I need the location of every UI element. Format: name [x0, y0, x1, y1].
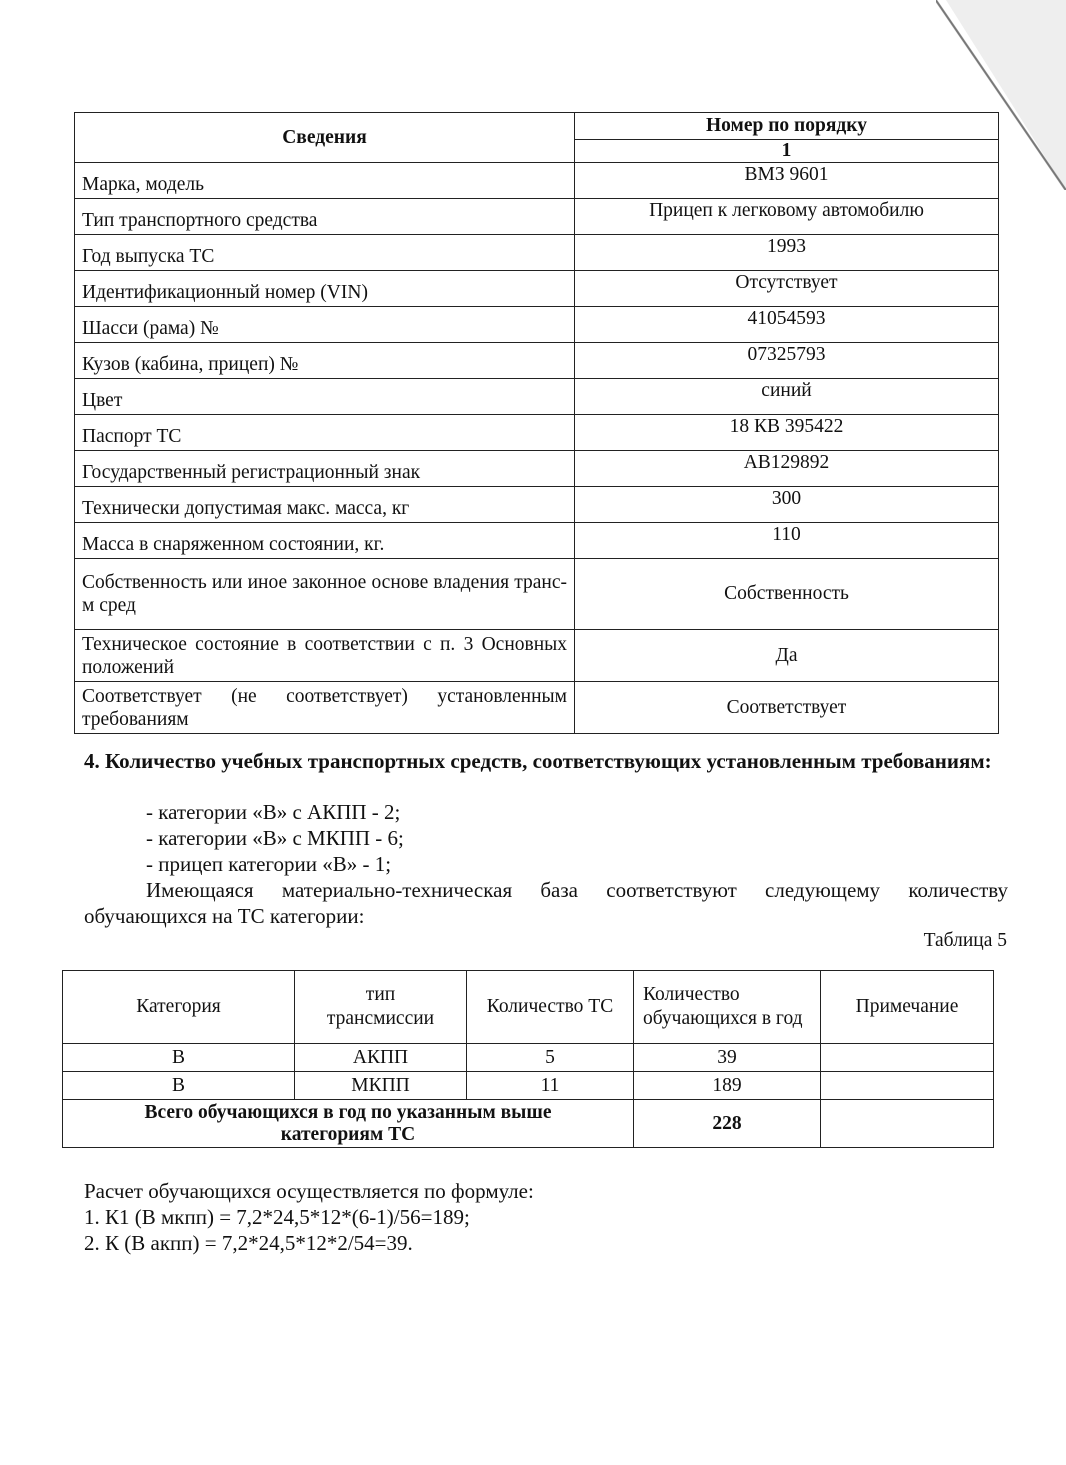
- table-row: [75, 379, 999, 415]
- cell-vehicle-count: 5: [467, 1044, 634, 1072]
- row-label: Цвет: [75, 379, 575, 415]
- header-number-sub: 1: [575, 140, 999, 163]
- cell-vehicle-count: 11: [467, 1072, 634, 1100]
- cell-students: 39: [634, 1044, 821, 1072]
- list-item: - категории «В» с АКПП - 2;: [146, 800, 401, 824]
- table-row: [75, 630, 999, 682]
- row-label: Тип транспортного средства: [75, 199, 575, 235]
- table-row: [63, 1044, 994, 1072]
- table-row: [75, 271, 999, 307]
- table-caption: Таблица 5: [923, 930, 1007, 951]
- row-value: Отсутствует: [575, 271, 999, 307]
- row-value: Собственность: [575, 559, 999, 630]
- vehicle-info-table: [74, 112, 999, 734]
- formula-line: 2. К (В акпп) = 7,2*24,5*12*2/54=39.: [84, 1231, 413, 1255]
- header-svedeniya: Сведения: [75, 113, 575, 163]
- header-transmission: тип трансмиссии: [295, 971, 467, 1044]
- table-row: [75, 307, 999, 343]
- material-base-paragraph: Имеющаяся материально-техническая база соответствуют следующему количеству обучающихся на ТС категории:: [84, 878, 1008, 928]
- table-row: [75, 199, 999, 235]
- row-value: Соответствует: [575, 682, 999, 734]
- row-label: Технически допустимая макс. масса, кг: [75, 487, 575, 523]
- row-value: Прицеп к легковому автомобилю: [575, 199, 999, 235]
- row-value: 1993: [575, 235, 999, 271]
- table-row: [75, 415, 999, 451]
- row-label: Соответствует (не соответствует) установленным требованиям: [75, 682, 575, 734]
- table-row: [75, 523, 999, 559]
- row-value: 41054593: [575, 307, 999, 343]
- cell-transmission: АКПП: [295, 1044, 467, 1072]
- row-value: Да: [575, 630, 999, 682]
- row-value: 110: [575, 523, 999, 559]
- row-value: ВМЗ 9601: [575, 163, 999, 199]
- row-label: Техническое состояние в соответствии с п. 3 Основных положений: [75, 630, 575, 682]
- row-label: Марка, модель: [75, 163, 575, 199]
- row-value: 07325793: [575, 343, 999, 379]
- table-header-row: [63, 971, 994, 1044]
- row-label: Год выпуска ТС: [75, 235, 575, 271]
- cell-note: [821, 1044, 994, 1072]
- row-label: Шасси (рама) №: [75, 307, 575, 343]
- table-header-row: [75, 113, 999, 140]
- list-item: - категории «В» с МКПП - 6;: [146, 826, 404, 850]
- row-value: АВ129892: [575, 451, 999, 487]
- section-4-heading: 4. Количество учебных транспортных средств, соответствующих установленным требованиям:: [84, 749, 992, 773]
- table-row: [75, 682, 999, 734]
- list-item: - прицеп категории «В» - 1;: [146, 852, 392, 876]
- header-note: Примечание: [821, 971, 994, 1044]
- header-vehicle-count: Количество ТС: [467, 971, 634, 1044]
- table-row: [75, 559, 999, 630]
- row-value: 18 КВ 395422: [575, 415, 999, 451]
- header-number: Номер по порядку: [575, 113, 999, 140]
- table-row: [75, 343, 999, 379]
- cell-category: В: [63, 1072, 295, 1100]
- header-students-per-year: Количество обучающихся в год: [634, 971, 821, 1044]
- table-row: [63, 1072, 994, 1100]
- table-row: [75, 487, 999, 523]
- cell-note: [821, 1072, 994, 1100]
- cell-transmission: МКПП: [295, 1072, 467, 1100]
- cell-category: В: [63, 1044, 295, 1072]
- row-label: Паспорт ТС: [75, 415, 575, 451]
- table-row: [75, 163, 999, 199]
- total-label: Всего обучающихся в год по указанным выше категориям ТС: [63, 1100, 634, 1148]
- header-category: Категория: [63, 971, 295, 1044]
- row-label: Собственность или иное законное основе владения транс-м сред: [75, 559, 575, 630]
- formula-intro: Расчет обучающихся осуществляется по формуле:: [84, 1179, 534, 1203]
- row-value: синий: [575, 379, 999, 415]
- row-label: Государственный регистрационный знак: [75, 451, 575, 487]
- row-label: Масса в снаряженном состоянии, кг.: [75, 523, 575, 559]
- table-row: [75, 235, 999, 271]
- students-table: [62, 970, 994, 1148]
- total-row: [63, 1100, 994, 1148]
- table-row: [75, 451, 999, 487]
- total-note: [821, 1100, 994, 1148]
- row-label: Идентификационный номер (VIN): [75, 271, 575, 307]
- row-value: 300: [575, 487, 999, 523]
- formula-line: 1. К1 (В мкпп) = 7,2*24,5*12*(6-1)/56=189;: [84, 1205, 470, 1229]
- total-value: 228: [634, 1100, 821, 1148]
- cell-students: 189: [634, 1072, 821, 1100]
- row-label: Кузов (кабина, прицеп) №: [75, 343, 575, 379]
